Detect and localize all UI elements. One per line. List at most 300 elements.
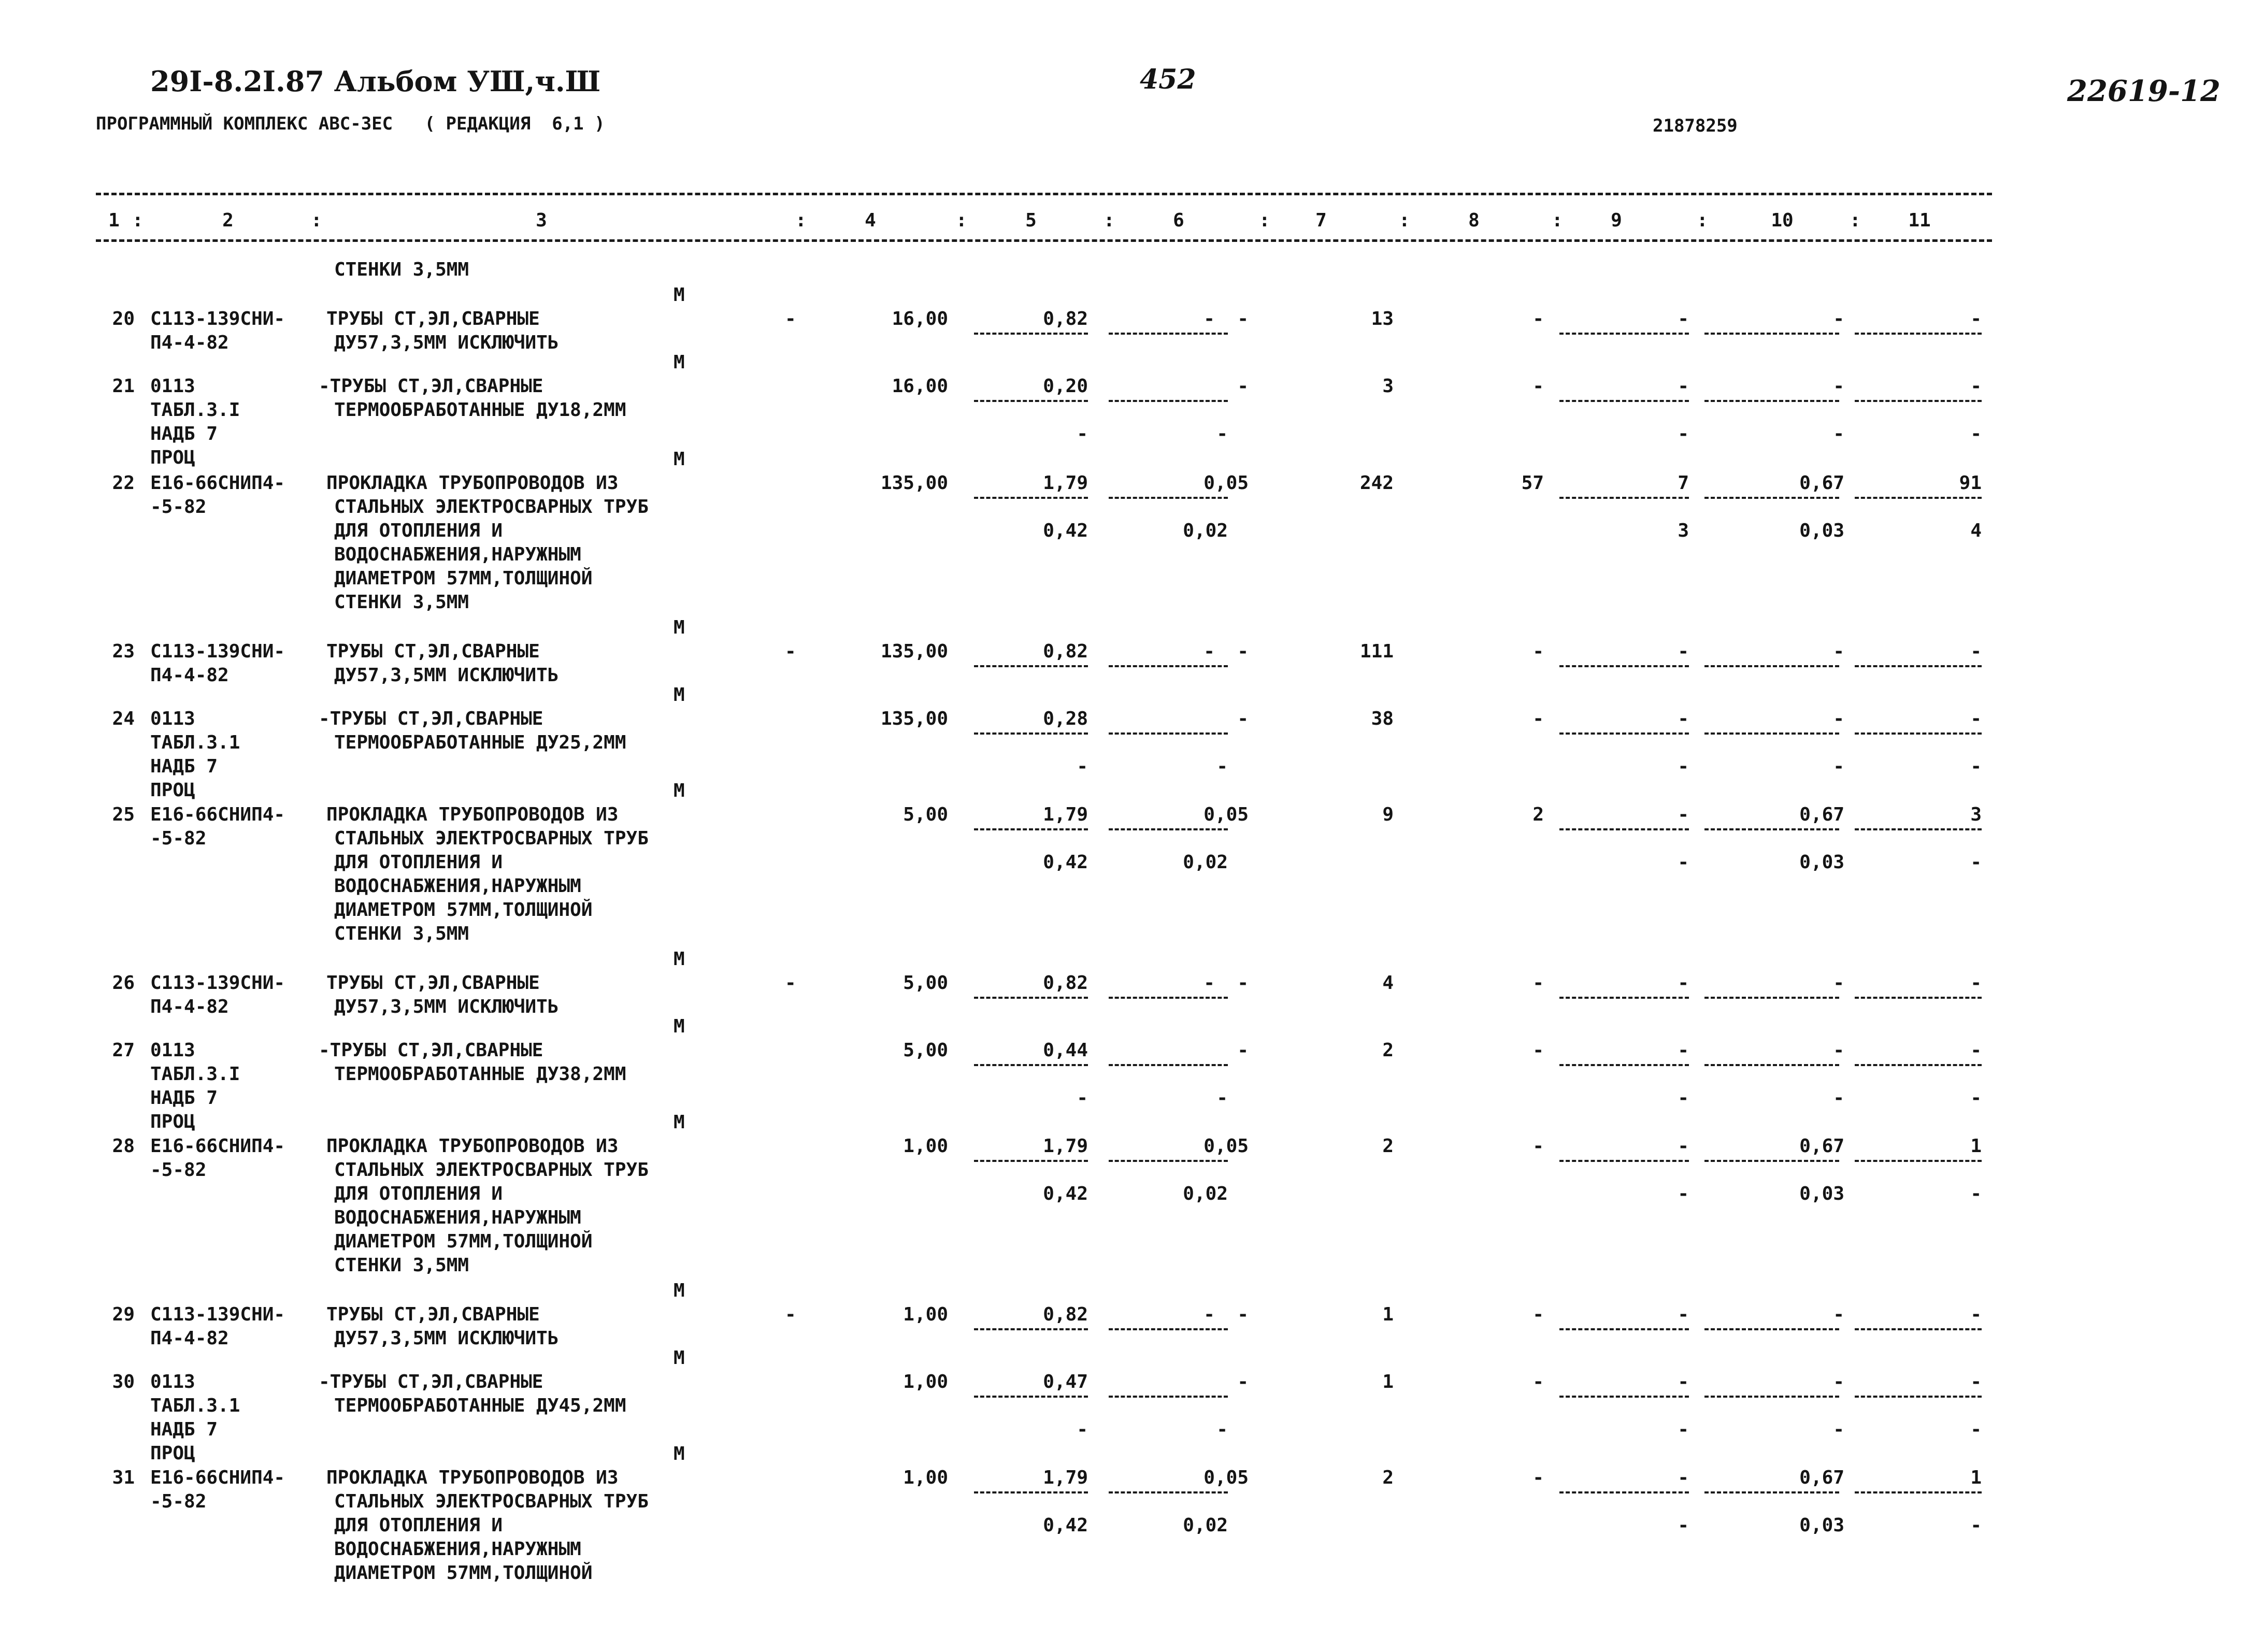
column-7-value: 2 [1382, 1040, 1394, 1061]
column-6-value: 0,05 [1203, 804, 1249, 825]
column-11-lower: - [1970, 1419, 1982, 1440]
description-line: ДИАМЕТРОМ 57ММ,ТОЛЩИНОЙ [334, 1562, 593, 1584]
description-line: СТАЛЬНЫХ ЭЛЕКТРОСВАРНЫХ ТРУБ [334, 828, 649, 849]
fraction-rule [1559, 400, 1689, 402]
column-9-lower: - [1678, 852, 1689, 873]
column-5-value: 1,79 [1043, 472, 1088, 494]
minus-sign: - [785, 641, 796, 662]
description-line: ТРУБЫ СТ,ЭЛ,СВАРНЫЕ [326, 308, 540, 329]
code-line: Е16-66СНИП4- [150, 1467, 285, 1488]
row-number: 25 [112, 804, 135, 825]
fraction-rule [1704, 1396, 1839, 1398]
table-top-rule [96, 193, 1992, 195]
fraction-rule [1109, 1328, 1228, 1330]
column-6-value: 0,05 [1203, 472, 1249, 494]
fraction-rule [1704, 828, 1839, 830]
fraction-rule [1704, 997, 1839, 999]
column-header-3: 3 [536, 210, 547, 231]
fraction-rule [1109, 400, 1228, 402]
column-separator: : [132, 210, 144, 231]
column-separator: : [1399, 210, 1410, 231]
unit-marker: М [674, 352, 685, 373]
column-header-10: 10 [1771, 210, 1794, 231]
column-6-value: - [1237, 1040, 1249, 1061]
fraction-rule [1559, 1328, 1689, 1330]
description-line: СТЕНКИ 3,5ММ [334, 923, 469, 944]
description-line: ТЕРМООБРАБОТАННЫЕ ДУ18,2ММ [334, 399, 626, 421]
fraction-rule [1855, 1064, 1982, 1066]
column-6-value: - [1237, 708, 1249, 729]
column-9-value: - [1678, 1467, 1689, 1488]
fraction-rule [1109, 1491, 1228, 1493]
column-5-value: 0,28 [1043, 708, 1088, 729]
column-10-value: - [1833, 708, 1844, 729]
document-id: 21878259 [1653, 116, 1738, 136]
fraction-rule [1704, 1328, 1839, 1330]
column-5-value: 0,47 [1043, 1371, 1088, 1392]
column-5-lower: - [1077, 423, 1088, 444]
column-10-value: - [1833, 641, 1844, 662]
column-11-value: - [1970, 708, 1982, 729]
column-6-value: 0,05 [1203, 1467, 1249, 1488]
fraction-rule [974, 828, 1088, 830]
unit-marker: М [674, 1443, 685, 1464]
column-10-lower: 0,03 [1799, 1183, 1844, 1204]
fraction-rule [1855, 1396, 1982, 1398]
column-7-value: 13 [1371, 308, 1394, 329]
fraction-rule [1855, 333, 1982, 335]
fraction-rule [1855, 1160, 1982, 1162]
quantity-cell: 16,00 [892, 308, 948, 329]
fraction-rule [1559, 1491, 1689, 1493]
code-line: С113-139СНИ- [150, 641, 285, 662]
column-6-lower: 0,02 [1183, 1183, 1228, 1204]
column-5-lower: 0,42 [1043, 1183, 1088, 1204]
column-5-lower: 0,42 [1043, 520, 1088, 541]
description-line: ПРОКЛАДКА ТРУБОПРОВОДОВ ИЗ [326, 1467, 619, 1488]
row-number: 21 [112, 376, 135, 397]
column-header-1: 1 [108, 210, 120, 231]
column-8-value: - [1532, 1040, 1544, 1061]
program-line: ПРОГРАММНЫЙ КОМПЛЕКС АВС-3ЕС ( РЕДАКЦИЯ 6,1 ) [96, 113, 605, 134]
fraction-rule [974, 997, 1088, 999]
column-10-value: - [1833, 1040, 1844, 1061]
column-9-value: - [1678, 1136, 1689, 1157]
description-line: СТАЛЬНЫХ ЭЛЕКТРОСВАРНЫХ ТРУБ [334, 1159, 649, 1181]
fraction-rule [974, 497, 1088, 499]
code-line: П4-4-82 [150, 996, 229, 1017]
column-9-value: - [1678, 1040, 1689, 1061]
description-line: ТЕРМООБРАБОТАННЫЕ ДУ25,2ММ [334, 732, 626, 753]
column-6-value: - - [1203, 641, 1249, 662]
column-10-lower: 0,03 [1799, 852, 1844, 873]
description-line: ДУ57,3,5ММ ИСКЛЮЧИТЬ [334, 332, 559, 353]
fraction-rule [1109, 665, 1228, 667]
quantity-cell: 1,00 [903, 1304, 948, 1325]
column-10-lower: - [1833, 756, 1844, 777]
unit-marker: М [674, 617, 685, 638]
quantity-cell: 5,00 [903, 1040, 948, 1061]
fraction-rule [1559, 497, 1689, 499]
description-line: ВОДОСНАБЖЕНИЯ,НАРУЖНЫМ [334, 544, 581, 565]
minus-sign: - [785, 308, 796, 329]
column-7-value: 4 [1382, 972, 1394, 994]
description-line: ТЕРМООБРАБОТАННЫЕ ДУ45,2ММ [334, 1395, 626, 1416]
column-8-value: - [1532, 1304, 1544, 1325]
column-11-value: - [1970, 1040, 1982, 1061]
column-9-lower: 3 [1678, 520, 1689, 541]
description-line: ДЛЯ ОТОПЛЕНИЯ И [334, 520, 503, 541]
header-bottom-rule [96, 239, 1992, 242]
code-line: -5-82 [150, 1491, 207, 1512]
column-11-lower: 4 [1970, 520, 1982, 541]
fraction-rule [974, 1328, 1088, 1330]
code-line: ПРОЦ [150, 1111, 195, 1132]
code-line: ПРОЦ [150, 447, 195, 468]
column-header-6: 6 [1173, 210, 1184, 231]
column-5-value: 0,82 [1043, 308, 1088, 329]
column-10-lower: 0,03 [1799, 520, 1844, 541]
fraction-rule [1855, 1491, 1982, 1493]
column-5-value: 0,44 [1043, 1040, 1088, 1061]
description-line: ДЛЯ ОТОПЛЕНИЯ И [334, 1515, 503, 1536]
quantity-cell: 16,00 [892, 376, 948, 397]
row-number: 30 [112, 1371, 135, 1392]
column-header-11: 11 [1908, 210, 1931, 231]
minus-sign: - [785, 1304, 796, 1325]
fraction-rule [1559, 665, 1689, 667]
column-9-lower: - [1678, 1087, 1689, 1109]
column-11-value: 1 [1970, 1136, 1982, 1157]
code-line: -5-82 [150, 828, 207, 849]
row-number: 23 [112, 641, 135, 662]
column-6-value: 0,05 [1203, 1136, 1249, 1157]
column-8-value: - [1532, 308, 1544, 329]
fraction-rule [974, 1064, 1088, 1066]
unit-marker: М [674, 780, 685, 801]
column-6-value: - [1237, 376, 1249, 397]
row-number: 28 [112, 1136, 135, 1157]
column-10-value: - [1833, 376, 1844, 397]
quantity-cell: 135,00 [880, 708, 948, 729]
fraction-rule [1704, 665, 1839, 667]
page-number: 452 [1140, 64, 1196, 95]
code-line: НАДБ 7 [150, 1087, 218, 1109]
column-5-lower: 0,42 [1043, 1515, 1088, 1536]
column-separator: : [1259, 210, 1270, 231]
description-line: ПРОКЛАДКА ТРУБОПРОВОДОВ ИЗ [326, 472, 619, 494]
column-10-value: - [1833, 308, 1844, 329]
column-10-value: 0,67 [1799, 804, 1844, 825]
code-line: 0113 [150, 708, 195, 729]
column-10-value: - [1833, 1371, 1844, 1392]
fraction-rule [974, 400, 1088, 402]
unit-marker: М [674, 284, 685, 306]
column-11-value: - [1970, 1371, 1982, 1392]
description-line: ДУ57,3,5ММ ИСКЛЮЧИТЬ [334, 1328, 559, 1349]
code-line: С113-139СНИ- [150, 308, 285, 329]
column-5-lower: 0,42 [1043, 852, 1088, 873]
column-header-7: 7 [1315, 210, 1327, 231]
code-line: ТАБЛ.3.I [150, 399, 240, 421]
description-line: ПРОКЛАДКА ТРУБОПРОВОДОВ ИЗ [326, 1136, 619, 1157]
description-line: -ТРУБЫ СТ,ЭЛ,СВАРНЫЕ [319, 1040, 543, 1061]
unit-marker: М [674, 949, 685, 970]
column-5-value: 0,20 [1043, 376, 1088, 397]
column-separator: : [1697, 210, 1708, 231]
column-7-value: 242 [1359, 472, 1394, 494]
column-9-value: - [1678, 804, 1689, 825]
code-line: П4-4-82 [150, 665, 229, 686]
column-5-value: 0,82 [1043, 972, 1088, 994]
row-number: 29 [112, 1304, 135, 1325]
fraction-rule [1559, 1064, 1689, 1066]
column-6-value: - - [1203, 1304, 1249, 1325]
column-9-value: - [1678, 972, 1689, 994]
column-5-value: 0,82 [1043, 1304, 1088, 1325]
fraction-rule [1704, 1491, 1839, 1493]
column-5-value: 1,79 [1043, 1467, 1088, 1488]
quantity-cell: 5,00 [903, 972, 948, 994]
column-5-lower: - [1077, 1087, 1088, 1109]
column-header-9: 9 [1611, 210, 1622, 231]
description-line: СТЕНКИ 3,5ММ [334, 1255, 469, 1276]
column-10-value: 0,67 [1799, 472, 1844, 494]
fraction-rule [1109, 997, 1228, 999]
fraction-rule [1855, 997, 1982, 999]
column-separator: : [956, 210, 967, 231]
quantity-cell: 5,00 [903, 804, 948, 825]
fraction-rule [1704, 400, 1839, 402]
column-10-value: 0,67 [1799, 1136, 1844, 1157]
column-8-value: - [1532, 641, 1544, 662]
fraction-rule [1109, 1396, 1228, 1398]
column-separator: : [1104, 210, 1115, 231]
column-7-value: 2 [1382, 1467, 1394, 1488]
description-line: ВОДОСНАБЖЕНИЯ,НАРУЖНЫМ [334, 1207, 581, 1228]
code-line: ПРОЦ [150, 780, 195, 801]
quantity-cell: 135,00 [880, 641, 948, 662]
column-header-4: 4 [865, 210, 876, 231]
column-separator: : [311, 210, 322, 231]
column-8-value: - [1532, 1371, 1544, 1392]
fraction-rule [1559, 997, 1689, 999]
fraction-rule [1109, 732, 1228, 735]
column-10-value: - [1833, 972, 1844, 994]
column-8-value: - [1532, 1467, 1544, 1488]
description-line: -ТРУБЫ СТ,ЭЛ,СВАРНЫЕ [319, 708, 543, 729]
description-line: ДУ57,3,5ММ ИСКЛЮЧИТЬ [334, 665, 559, 686]
column-11-lower: - [1970, 756, 1982, 777]
column-7-value: 38 [1371, 708, 1394, 729]
quantity-cell: 1,00 [903, 1371, 948, 1392]
column-8-value: - [1532, 972, 1544, 994]
fraction-rule [1855, 732, 1982, 735]
column-header-5: 5 [1025, 210, 1037, 231]
description-line: ТРУБЫ СТ,ЭЛ,СВАРНЫЕ [326, 972, 540, 994]
quantity-cell: 135,00 [880, 472, 948, 494]
row-number: 24 [112, 708, 135, 729]
fraction-rule [1559, 732, 1689, 735]
column-separator: : [795, 210, 807, 231]
column-6-value: - [1237, 1371, 1249, 1392]
column-9-lower: - [1678, 756, 1689, 777]
description-line: ДУ57,3,5ММ ИСКЛЮЧИТЬ [334, 996, 559, 1017]
column-7-value: 9 [1382, 804, 1394, 825]
fraction-rule [1704, 1160, 1839, 1162]
quantity-cell: 1,00 [903, 1136, 948, 1157]
unit-marker: М [674, 1347, 685, 1369]
description-line: ТРУБЫ СТ,ЭЛ,СВАРНЫЕ [326, 1304, 540, 1325]
fraction-rule [1704, 1064, 1839, 1066]
fraction-rule [1855, 497, 1982, 499]
fraction-rule [1704, 497, 1839, 499]
fraction-rule [1559, 1160, 1689, 1162]
row-number: 27 [112, 1040, 135, 1061]
fraction-rule [1855, 1328, 1982, 1330]
column-6-lower: 0,02 [1183, 520, 1228, 541]
code-line: П4-4-82 [150, 1328, 229, 1349]
unit-marker: М [674, 449, 685, 470]
code-line: -5-82 [150, 496, 207, 518]
column-6-lower: 0,02 [1183, 1515, 1228, 1536]
code-line: 0113 [150, 376, 195, 397]
column-8-value: - [1532, 1136, 1544, 1157]
column-11-value: - [1970, 1304, 1982, 1325]
column-8-value: 2 [1532, 804, 1544, 825]
code-line: ТАБЛ.3.1 [150, 732, 240, 753]
unit-marker: М [674, 1112, 685, 1133]
column-9-value: 7 [1678, 472, 1689, 494]
column-5-value: 0,82 [1043, 641, 1088, 662]
column-10-lower: - [1833, 423, 1844, 444]
column-9-lower: - [1678, 1419, 1689, 1440]
column-9-value: - [1678, 1371, 1689, 1392]
code-line: НАДБ 7 [150, 423, 218, 444]
column-11-lower: - [1970, 1515, 1982, 1536]
column-8-value: 57 [1521, 472, 1544, 494]
unit-marker: М [674, 1016, 685, 1037]
description-line: СТАЛЬНЫХ ЭЛЕКТРОСВАРНЫХ ТРУБ [334, 1491, 649, 1512]
code-line: Е16-66СНИП4- [150, 472, 285, 494]
column-header-2: 2 [222, 210, 234, 231]
column-header-8: 8 [1468, 210, 1480, 231]
code-line: Е16-66СНИП4- [150, 1136, 285, 1157]
description-line: ДИАМЕТРОМ 57ММ,ТОЛЩИНОЙ [334, 899, 593, 921]
lead-line: СТЕНКИ 3,5ММ [334, 259, 469, 280]
column-9-lower: - [1678, 423, 1689, 444]
column-10-lower: - [1833, 1419, 1844, 1440]
column-11-value: 3 [1970, 804, 1982, 825]
column-6-lower: - [1216, 756, 1228, 777]
description-line: ДЛЯ ОТОПЛЕНИЯ И [334, 852, 503, 873]
column-5-value: 1,79 [1043, 1136, 1088, 1157]
column-6-lower: - [1216, 423, 1228, 444]
column-7-value: 1 [1382, 1371, 1394, 1392]
description-line: ВОДОСНАБЖЕНИЯ,НАРУЖНЫМ [334, 1539, 581, 1560]
column-separator: : [1552, 210, 1563, 231]
unit-marker: М [674, 1280, 685, 1301]
description-line: ДЛЯ ОТОПЛЕНИЯ И [334, 1183, 503, 1204]
fraction-rule [1559, 1396, 1689, 1398]
code-line: С113-139СНИ- [150, 972, 285, 994]
code-line: С113-139СНИ- [150, 1304, 285, 1325]
fraction-rule [1109, 497, 1228, 499]
description-line: -ТРУБЫ СТ,ЭЛ,СВАРНЫЕ [319, 376, 543, 397]
code-line: НАДБ 7 [150, 1419, 218, 1440]
column-6-lower: - [1216, 1419, 1228, 1440]
column-11-lower: - [1970, 1087, 1982, 1109]
code-line: -5-82 [150, 1159, 207, 1181]
column-6-lower: - [1216, 1087, 1228, 1109]
column-11-value: 1 [1970, 1467, 1982, 1488]
column-9-value: - [1678, 376, 1689, 397]
column-6-value: - - [1203, 972, 1249, 994]
fraction-rule [1109, 1064, 1228, 1066]
column-11-lower: - [1970, 852, 1982, 873]
description-line: ВОДОСНАБЖЕНИЯ,НАРУЖНЫМ [334, 875, 581, 897]
fraction-rule [974, 1160, 1088, 1162]
column-7-value: 111 [1359, 641, 1394, 662]
column-9-lower: - [1678, 1183, 1689, 1204]
column-11-value: - [1970, 308, 1982, 329]
fraction-rule [974, 1491, 1088, 1493]
description-line: ТРУБЫ СТ,ЭЛ,СВАРНЫЕ [326, 641, 540, 662]
column-11-value: 91 [1959, 472, 1982, 494]
description-line: -ТРУБЫ СТ,ЭЛ,СВАРНЫЕ [319, 1371, 543, 1392]
fraction-rule [1855, 828, 1982, 830]
minus-sign: - [785, 972, 796, 994]
column-11-value: - [1970, 376, 1982, 397]
description-line: ДИАМЕТРОМ 57ММ,ТОЛЩИНОЙ [334, 1231, 593, 1252]
fraction-rule [974, 665, 1088, 667]
column-9-value: - [1678, 308, 1689, 329]
column-5-lower: - [1077, 1419, 1088, 1440]
column-11-lower: - [1970, 1183, 1982, 1204]
code-line: 0113 [150, 1040, 195, 1061]
fraction-rule [974, 333, 1088, 335]
column-9-lower: - [1678, 1515, 1689, 1536]
column-11-value: - [1970, 641, 1982, 662]
description-line: ДИАМЕТРОМ 57ММ,ТОЛЩИНОЙ [334, 568, 593, 589]
column-5-lower: - [1077, 756, 1088, 777]
column-11-lower: - [1970, 423, 1982, 444]
column-separator: : [1850, 210, 1861, 231]
column-9-value: - [1678, 708, 1689, 729]
column-9-value: - [1678, 1304, 1689, 1325]
fraction-rule [1704, 732, 1839, 735]
column-10-value: - [1833, 1304, 1844, 1325]
fraction-rule [974, 732, 1088, 735]
fraction-rule [1109, 333, 1228, 335]
column-11-value: - [1970, 972, 1982, 994]
column-7-value: 2 [1382, 1136, 1394, 1157]
code-line: ТАБЛ.3.I [150, 1064, 240, 1085]
row-number: 20 [112, 308, 135, 329]
description-line: ПРОКЛАДКА ТРУБОПРОВОДОВ ИЗ [326, 804, 619, 825]
column-10-lower: 0,03 [1799, 1515, 1844, 1536]
quantity-cell: 1,00 [903, 1467, 948, 1488]
description-line: ТЕРМООБРАБОТАННЫЕ ДУ38,2ММ [334, 1064, 626, 1085]
code-line: ТАБЛ.3.1 [150, 1395, 240, 1416]
code-line: НАДБ 7 [150, 756, 218, 777]
code-line: ПРОЦ [150, 1443, 195, 1464]
album-reference: 29I-8.2I.87 Альбом УШ,ч.Ш [150, 65, 601, 98]
column-10-value: 0,67 [1799, 1467, 1844, 1488]
column-5-value: 1,79 [1043, 804, 1088, 825]
fraction-rule [1855, 400, 1982, 402]
row-number: 22 [112, 472, 135, 494]
